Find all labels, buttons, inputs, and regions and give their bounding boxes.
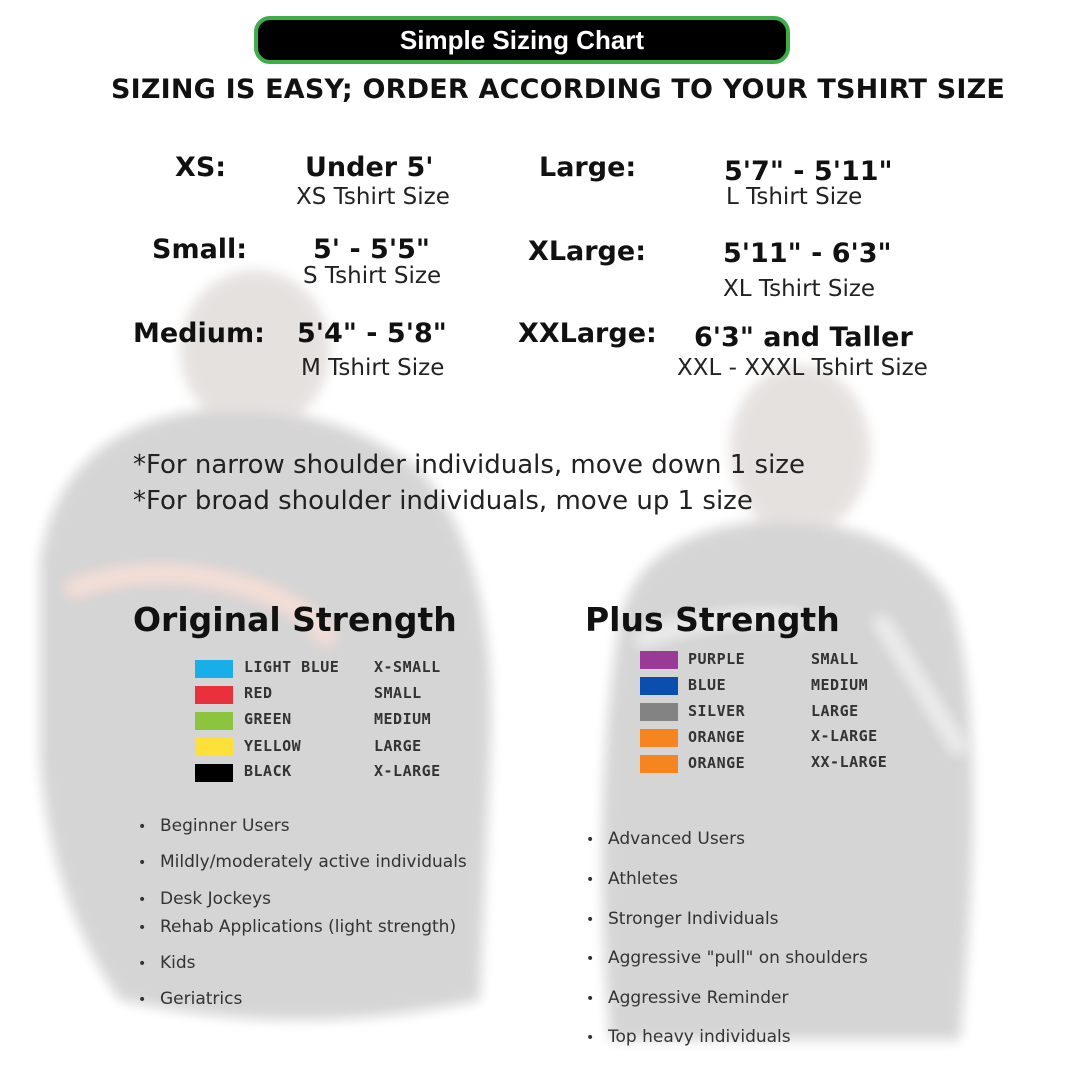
- size-tshirt-xs: XS Tshirt Size: [296, 184, 450, 210]
- color-swatch: [640, 651, 678, 669]
- bullet-glyph: •: [586, 912, 595, 928]
- size-range-medium: 5'4" - 5'8": [297, 318, 447, 349]
- title-banner: [254, 16, 790, 64]
- bullet-glyph: •: [586, 991, 595, 1007]
- color-name: ORANGE: [688, 728, 746, 746]
- size-tshirt-large: L Tshirt Size: [726, 184, 863, 210]
- color-size: XX-LARGE: [811, 753, 888, 771]
- color-swatch: [640, 677, 678, 695]
- list-item: [586, 909, 779, 929]
- list-item-text: Rehab Applications (light strength): [160, 917, 457, 937]
- list-item: [138, 816, 290, 836]
- color-swatch: [195, 764, 233, 782]
- list-item-text: Athletes: [608, 869, 678, 889]
- note-narrow-shoulder: *For narrow shoulder individuals, move down 1 size: [133, 450, 805, 480]
- size-range-small: 5' - 5'5": [313, 234, 430, 265]
- bullet-glyph: •: [138, 992, 147, 1008]
- page-title: Simple Sizing Chart: [399, 24, 645, 55]
- bullet-glyph: •: [138, 920, 147, 936]
- color-swatch: [195, 686, 233, 704]
- note-broad-shoulder: *For broad shoulder individuals, move up 1 size: [133, 486, 753, 516]
- list-item: [138, 989, 242, 1009]
- list-item-text: Aggressive Reminder: [608, 988, 789, 1008]
- color-name: LIGHT BLUE: [244, 658, 340, 676]
- color-name: BLUE: [688, 676, 727, 694]
- size-label-medium: Medium:: [133, 318, 265, 349]
- list-item: [586, 869, 678, 889]
- size-tshirt-xxlarge: XXL - XXXL Tshirt Size: [677, 355, 928, 381]
- color-size: X-SMALL: [374, 658, 441, 676]
- list-item-text: Advanced Users: [608, 829, 745, 849]
- color-name: GREEN: [244, 710, 292, 728]
- list-item-text: Geriatrics: [160, 989, 243, 1009]
- list-item-text: Desk Jockeys: [160, 889, 272, 909]
- color-swatch: [640, 703, 678, 721]
- color-swatch: [640, 729, 678, 747]
- bullet-glyph: •: [138, 956, 147, 972]
- size-label-xs: XS:: [175, 152, 227, 183]
- color-swatch: [640, 755, 678, 773]
- color-size: X-LARGE: [374, 762, 441, 780]
- size-range-large: 5'7" - 5'11": [724, 156, 893, 187]
- color-name: YELLOW: [244, 737, 302, 755]
- list-item: [138, 953, 196, 973]
- color-swatch: [195, 660, 233, 678]
- size-tshirt-xlarge: XL Tshirt Size: [723, 276, 876, 302]
- color-swatch: [195, 738, 233, 756]
- size-range-xxlarge: 6'3" and Taller: [694, 322, 913, 353]
- list-item: [586, 829, 745, 849]
- color-size: LARGE: [374, 737, 422, 755]
- list-item: [586, 948, 868, 968]
- list-item: [138, 852, 467, 872]
- list-item-text: Top heavy individuals: [608, 1027, 791, 1047]
- bullet-glyph: •: [586, 832, 595, 848]
- color-size: MEDIUM: [811, 676, 869, 694]
- color-size: X-LARGE: [811, 727, 878, 745]
- color-size: SMALL: [811, 650, 859, 668]
- list-item-text: Beginner Users: [160, 816, 290, 836]
- color-name: ORANGE: [688, 754, 746, 772]
- list-item-text: Kids: [160, 953, 196, 973]
- color-name: PURPLE: [688, 650, 746, 668]
- list-item: [138, 889, 271, 909]
- color-name: SILVER: [688, 702, 746, 720]
- list-item-text: Mildly/moderately active individuals: [160, 852, 467, 872]
- size-range-xlarge: 5'11" - 6'3": [723, 238, 892, 269]
- size-label-large: Large:: [539, 152, 637, 183]
- bullet-glyph: •: [138, 855, 147, 871]
- size-range-xs: Under 5': [305, 152, 434, 183]
- original-strength-heading: Original Strength: [133, 600, 457, 639]
- list-item-text: Stronger Individuals: [608, 909, 779, 929]
- color-name: RED: [244, 684, 273, 702]
- bullet-glyph: •: [586, 1030, 595, 1046]
- headline: SIZING IS EASY; ORDER ACCORDING TO YOUR TSHIRT SIZE: [110, 74, 1006, 105]
- color-size: LARGE: [811, 702, 859, 720]
- list-item: [138, 917, 456, 937]
- size-label-xxlarge: XXLarge:: [518, 318, 657, 349]
- bullet-glyph: •: [586, 951, 595, 967]
- bullet-glyph: •: [138, 892, 147, 908]
- color-name: BLACK: [244, 762, 292, 780]
- bullet-glyph: •: [138, 819, 147, 835]
- color-size: SMALL: [374, 684, 422, 702]
- color-swatch: [195, 712, 233, 730]
- plus-strength-heading: Plus Strength: [585, 600, 840, 639]
- size-label-small: Small:: [152, 234, 248, 265]
- size-tshirt-medium: M Tshirt Size: [301, 355, 445, 381]
- color-size: MEDIUM: [374, 710, 432, 728]
- size-tshirt-small: S Tshirt Size: [303, 263, 442, 289]
- bullet-glyph: •: [586, 872, 595, 888]
- list-item-text: Aggressive "pull" on shoulders: [608, 948, 868, 968]
- list-item: [586, 988, 788, 1008]
- size-label-xlarge: XLarge:: [528, 236, 646, 267]
- list-item: [586, 1027, 791, 1047]
